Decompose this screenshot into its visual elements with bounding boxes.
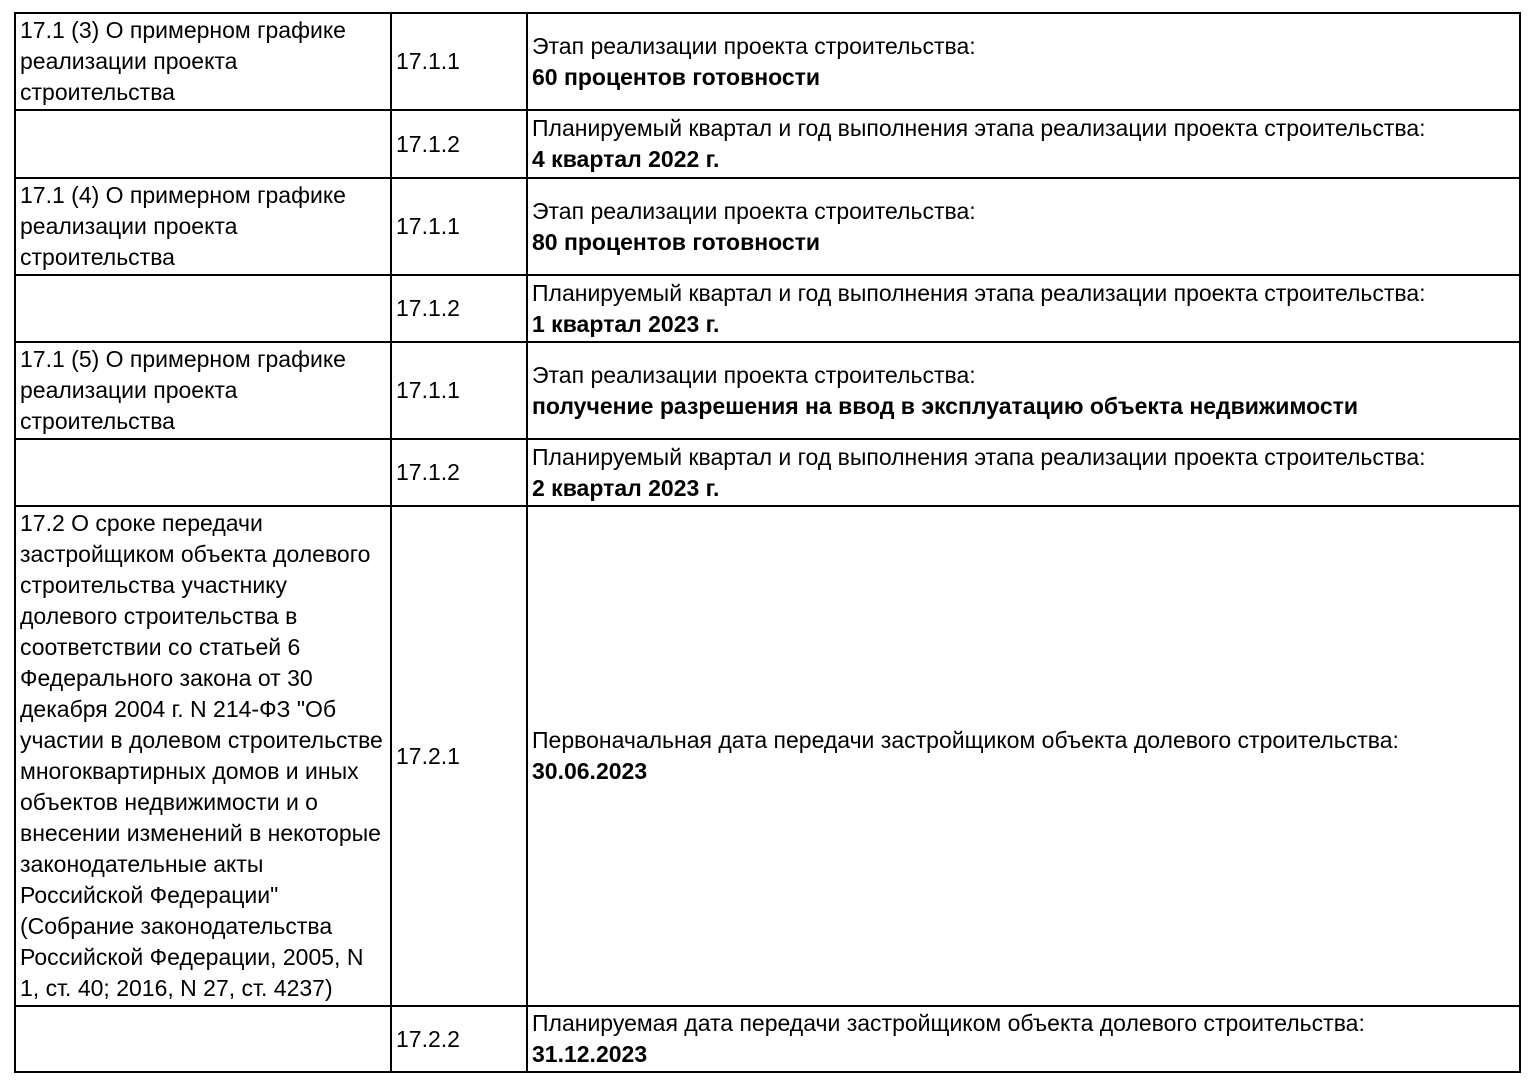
item-content-cell [527,178,1520,275]
field-value: 80 процентов готовности [532,228,821,255]
section-title-cell [15,439,391,506]
field-label: Планируемый квартал и год выполнения этапа реализации проекта строительства: [532,279,1426,306]
item-content-cell [527,13,1520,110]
field-value: 31.12.2023 [532,1041,648,1067]
item-content-cell [527,342,1520,439]
item-code-cell: 17.2.2 [391,1006,527,1072]
field-label: Планируемая дата передачи застройщиком объекта долевого строительства: [532,1010,1365,1036]
item-content-cell [527,110,1520,178]
section-title-cell: 17.2 О сроке передачи застройщиком объекта долевого строительства участнику долевого строительства в соответствии со статьей 6 Федерального закона от 30 декабря 2004 г. N 214-ФЗ "Об участии в долевом строительстве многоквартирных домов и иных объектов недвижимости и о внесении изменений в некоторые законодательные акты Российской Федерации" (Собрание законодательства Российской Федерации, 2005, N 1, ст. 40; 2016, N 27, ст. 4237) [15,506,391,1006]
field-label: Планируемый квартал и год выполнения этапа реализации проекта строительства: [532,115,1426,141]
item-content-cell [527,439,1520,506]
item-code-cell: 17.1.2 [391,110,527,178]
field-label: Этап реализации проекта строительства: [532,197,976,224]
table-row [15,13,1520,110]
item-content-cell [527,275,1520,342]
table-row [15,506,1520,1006]
field-label: Этап реализации проекта строительства: [532,361,976,388]
section-title-cell: 17.1 (3) О примерном графике реализации проекта строительства [15,13,391,110]
field-value: 30.06.2023 [532,758,648,784]
section-title-cell: 17.1 (5) О примерном графике реализации проекта строительства [15,342,391,439]
section-title-cell [15,275,391,342]
field-value: 2 квартал 2023 г. [532,474,720,501]
table-row [15,439,1520,506]
field-label: Этап реализации проекта строительства: [532,32,976,59]
item-code-cell: 17.1.2 [391,275,527,342]
table-row [15,342,1520,439]
section-title-cell [15,110,391,178]
field-value: 1 квартал 2023 г. [532,310,720,337]
field-value: 4 квартал 2022 г. [532,146,720,172]
field-label: Первоначальная дата передачи застройщиком объекта долевого строительства: [532,727,1399,753]
table-row [15,275,1520,342]
project-declaration-table [14,12,1521,1073]
item-content-cell [527,1006,1520,1072]
item-content-cell [527,506,1520,1006]
field-value: получение разрешения на ввод в эксплуатацию объекта недвижимости [532,392,1359,419]
item-code-cell: 17.1.1 [391,342,527,439]
section-title-cell [15,1006,391,1072]
table-row [15,178,1520,275]
item-code-cell: 17.2.1 [391,506,527,1006]
section-title-cell: 17.1 (4) О примерном графике реализации проекта строительства [15,178,391,275]
item-code-cell: 17.1.2 [391,439,527,506]
field-value: 60 процентов готовности [532,63,821,90]
table-row [15,1006,1520,1072]
item-code-cell: 17.1.1 [391,13,527,110]
table-row [15,110,1520,178]
field-label: Планируемый квартал и год выполнения этапа реализации проекта строительства: [532,443,1426,470]
item-code-cell: 17.1.1 [391,178,527,275]
